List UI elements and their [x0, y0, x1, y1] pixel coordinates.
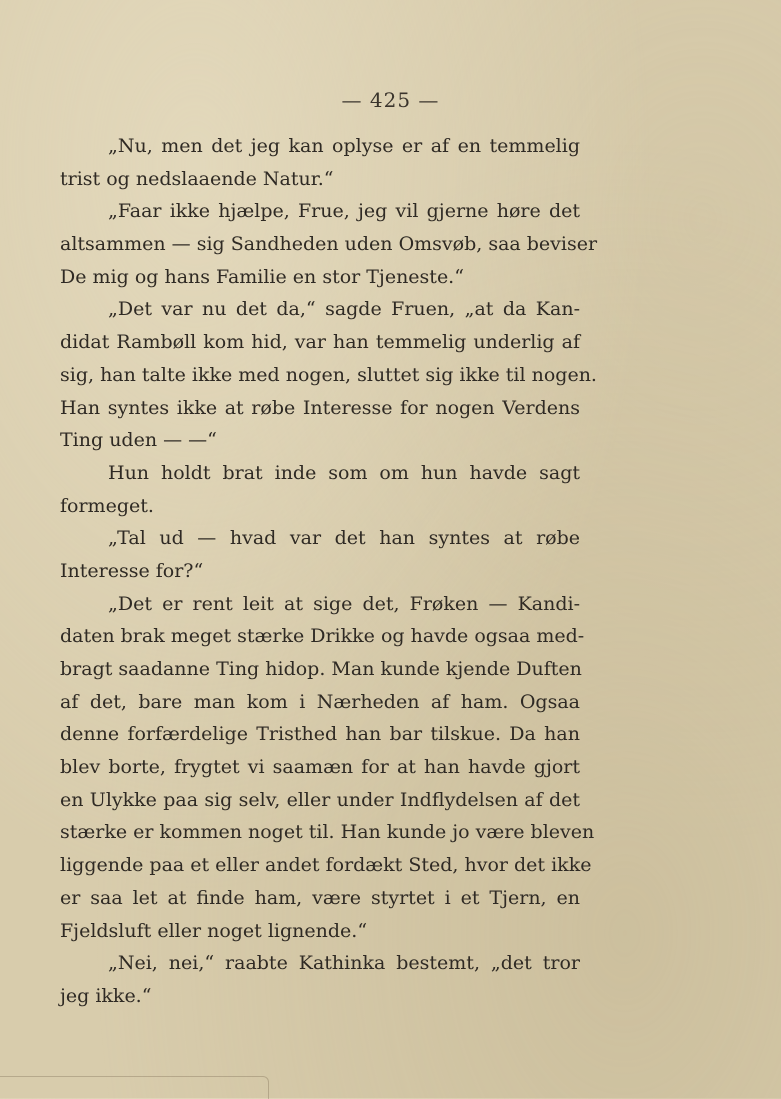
- text-line: Ting uden — —“: [60, 429, 217, 452]
- text-line: „Nei, nei,“ raabte Kathinka bestemt, „det tror: [108, 952, 580, 975]
- text-line: „Det er rent leit at sige det, Frøken — Kandi-: [108, 592, 580, 615]
- text-line: sig, han talte ikke med nogen, sluttet sig ikke til nogen.: [60, 363, 597, 386]
- text-line: De mig og hans Familie en stor Tjeneste.“: [60, 265, 464, 288]
- text-line: Fjeldsluft eller noget lignende.“: [60, 919, 368, 942]
- text-line: „Det var nu det da,“ sagde Fruen, „at da Kan-: [108, 298, 580, 321]
- text-line: af det, bare man kom i Nærheden af ham. Ogsaa: [60, 690, 580, 713]
- text-line: altsammen — sig Sandheden uden Omsvøb, saa beviser: [60, 233, 598, 256]
- text-line: liggende paa et eller andet fordækt Sted, hvor det ikke: [60, 854, 592, 877]
- body-text: [60, 130, 598, 1013]
- text-line: blev borte, frygtet vi saamæn for at han havde gjort: [60, 756, 580, 779]
- page-number: — 425 —: [341, 88, 440, 112]
- text-line: daten brak meget stærke Drikke og havde ogsaa med-: [60, 625, 585, 648]
- text-line: er saa let at finde ham, være styrtet i et Tjern, en: [60, 886, 580, 909]
- text-line: Han syntes ikke at røbe Interesse for nogen Verdens: [60, 396, 580, 419]
- text-line: Interesse for?“: [60, 559, 204, 582]
- text-line: „Tal ud — hvad var det han syntes at røbe: [108, 527, 580, 550]
- text-line: jeg ikke.“: [60, 984, 152, 1007]
- text-line: formeget.: [60, 494, 154, 517]
- page-edge-mark: [0, 1076, 269, 1099]
- text-line: didat Rambøll kom hid, var han temmelig underlig af: [60, 331, 580, 354]
- text-line: trist og nedslaaende Natur.“: [60, 167, 334, 190]
- text-line: bragt saadanne Ting hidop. Man kunde kjende Duften: [60, 658, 582, 680]
- text-line: „Nu, men det jeg kan oplyse er af en temmelig: [108, 135, 580, 157]
- text-line: stærke er kommen noget til. Han kunde jo være bleven: [60, 821, 595, 844]
- text-line: Hun holdt brat inde som om hun havde sagt: [108, 461, 580, 484]
- text-line: „Faar ikke hjælpe, Frue, jeg vil gjerne høre det: [108, 200, 580, 223]
- text-line: en Ulykke paa sig selv, eller under Indflydelsen af det: [60, 788, 580, 811]
- text-line: denne forfærdelige Tristhed han bar tilskue. Da han: [60, 723, 580, 746]
